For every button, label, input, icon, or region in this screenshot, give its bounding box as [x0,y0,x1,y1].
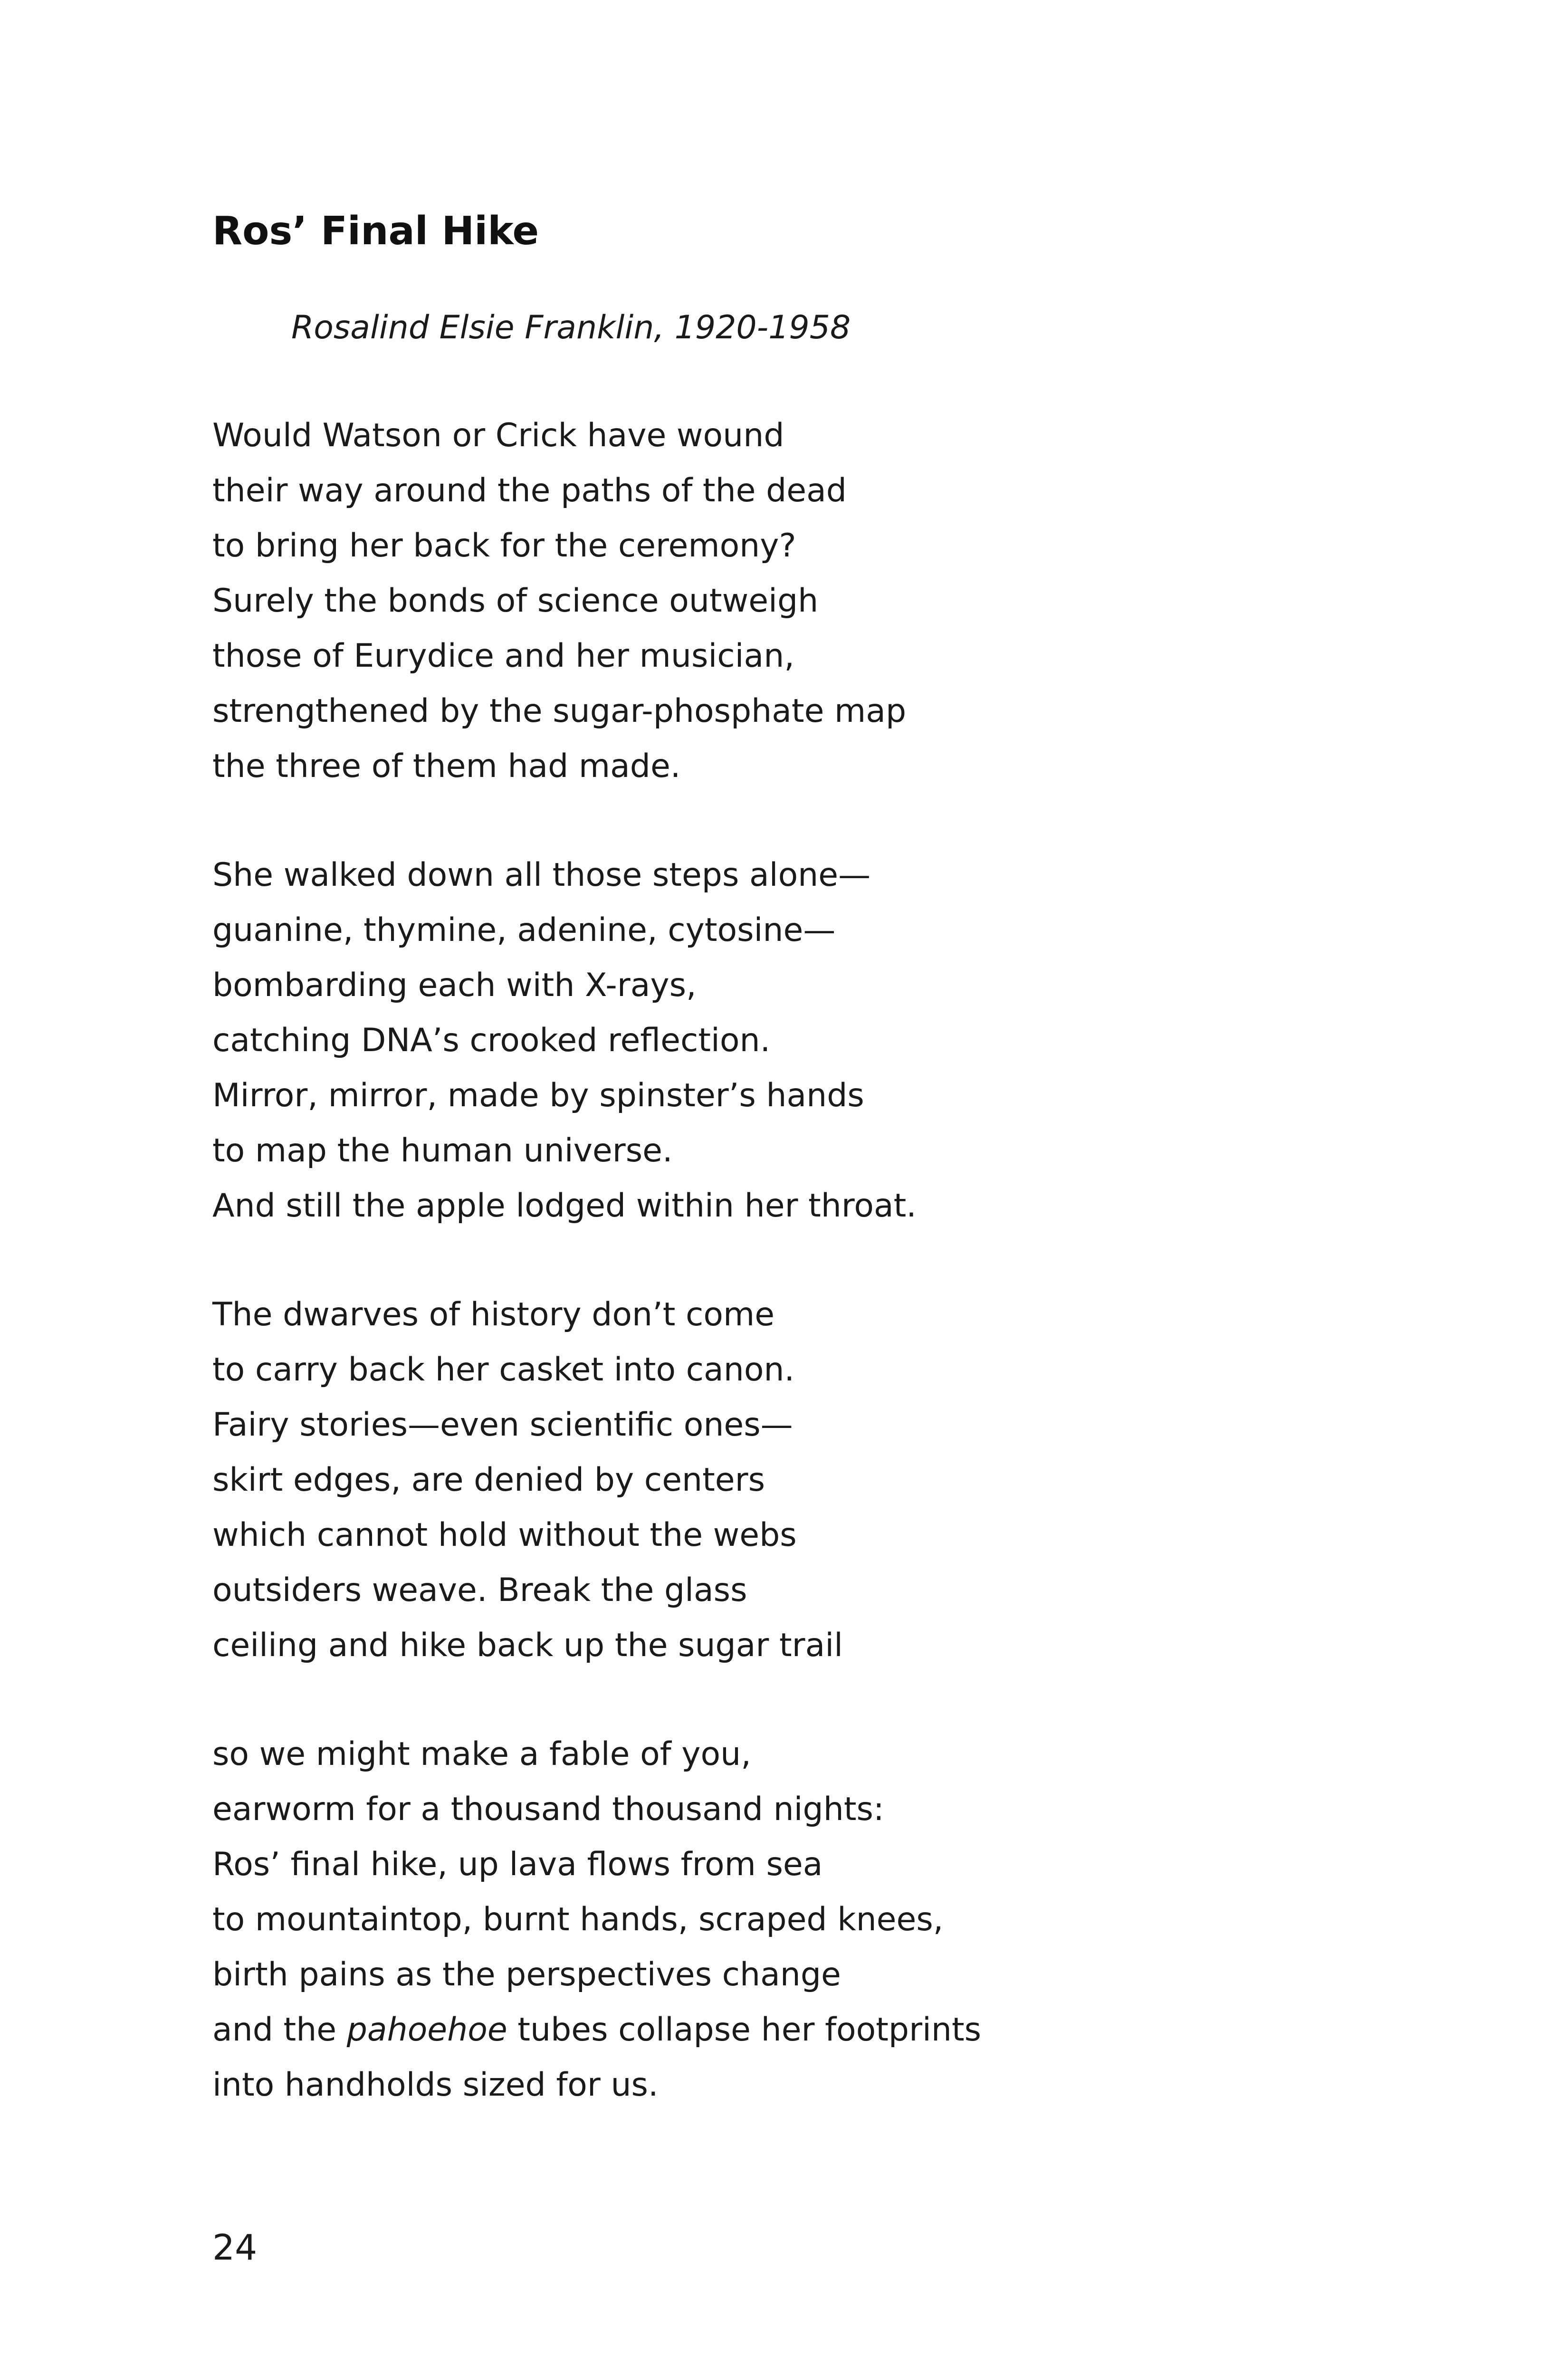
poem-line: skirt edges, are denied by centers [212,1461,765,1499]
poem-line: She walked down all those steps alone— [212,856,871,894]
poem-line: Mirror, mirror, made by spinster’s hands [212,1077,864,1114]
poem-line: which cannot hold without the webs [212,1516,797,1554]
poem-line: Ros’ final hike, up lava flows from sea [212,1846,823,1883]
poem-line: Fairy stories—even scientific ones— [212,1406,793,1444]
poem-line: into handholds sized for us. [212,2066,659,2104]
poem-line: Surely the bonds of science outweigh [212,582,819,620]
stanza-2 [212,848,917,1234]
stanza-1 [212,408,906,794]
poem-line: ceiling and hike back up the sugar trail [212,1627,843,1664]
poem-line: outsiders weave. Break the glass [212,1571,747,1609]
poem-line: Would Watson or Crick have wound [212,417,784,454]
poem-line: their way around the paths of the dead [212,472,847,509]
poem-line: The dwarves of history don’t come [212,1296,775,1333]
poem-line: And still the apple lodged within her throat. [212,1187,917,1225]
poem-title: Ros’ Final Hike [212,209,539,254]
poem-line: birth pains as the perspectives change [212,1956,841,1993]
poem-line: bombarding each with X-rays, [212,967,697,1004]
poem-line: to carry back her casket into canon. [212,1351,795,1389]
poem-line: to map the human universe. [212,1132,673,1169]
poem-line: guanine, thymine, adenine, cytosine— [212,911,836,949]
line-text-before: and the [212,2011,347,2049]
poem-line: earworm for a thousand thousand nights: [212,1791,884,1828]
stanza-4 [212,1727,981,2113]
poem-line: catching DNA’s crooked reflection. [212,1022,771,1059]
poem-line: the three of them had made. [212,747,681,785]
page-number: 24 [212,2227,258,2268]
stanza-3 [212,1287,843,1673]
poem-line: so we might make a fable of you, [212,1735,751,1773]
poem-dedication: Rosalind Elsie Franklin, 1920-1958 [291,309,851,346]
poem-line-with-italic [212,2002,981,2058]
poem-line: to bring her back for the ceremony? [212,527,796,565]
poem-line: strengthened by the sugar-phosphate map [212,692,907,730]
line-text-after: tubes collapse her footprints [507,2011,982,2049]
poem-line: those of Eurydice and her musician, [212,637,794,675]
poem-line: to mountaintop, burnt hands, scraped knees, [212,1901,944,1938]
italic-term: pahoehoe [346,2011,507,2049]
